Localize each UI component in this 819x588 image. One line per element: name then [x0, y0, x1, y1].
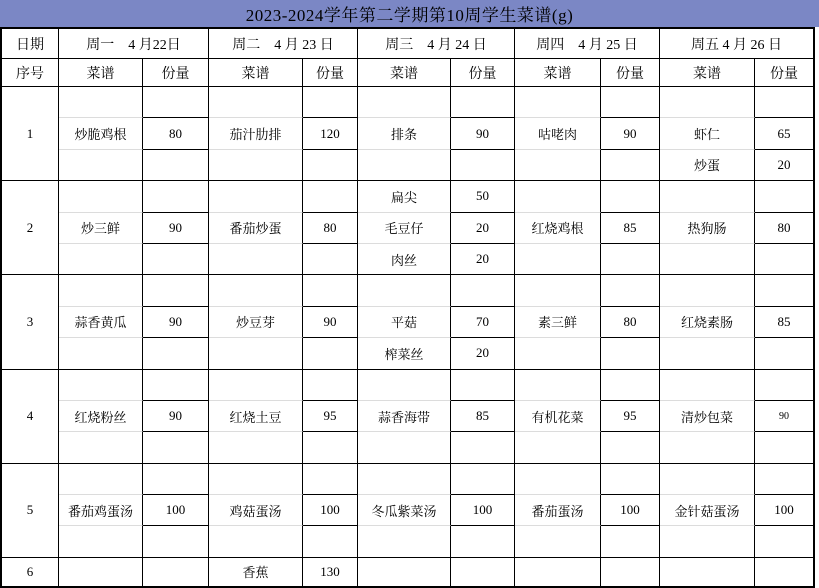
menu-cell	[660, 432, 755, 463]
qty-cell: 95	[303, 401, 358, 432]
qty-cell	[143, 275, 209, 306]
qty-cell: 85	[755, 307, 813, 338]
menu-cell: 茄汁肋排	[209, 118, 303, 149]
menu-cell: 红烧土豆	[209, 401, 303, 432]
day-header-cell: 周二 4 月 23 日	[209, 29, 358, 59]
qty-cell	[303, 275, 358, 306]
qty-cell	[143, 370, 209, 401]
menu-cell: 平菇	[358, 307, 451, 338]
qty-cell: 50	[451, 181, 515, 212]
qty-cell	[601, 432, 660, 463]
menu-cell: 炒豆芽	[209, 307, 303, 338]
menu-cell	[660, 370, 755, 401]
menu-cell	[59, 181, 143, 212]
qty-cell	[451, 526, 515, 557]
menu-cell	[515, 244, 601, 275]
menu-cell	[358, 275, 451, 306]
qty-cell	[303, 181, 358, 212]
menu-cell: 炒三鲜	[59, 213, 143, 244]
menu-col-header-cell: 菜谱	[660, 59, 755, 87]
qty-cell	[601, 526, 660, 557]
menu-cell: 有机花菜	[515, 401, 601, 432]
menu-cell: 红烧素肠	[660, 307, 755, 338]
menu-cell	[59, 87, 143, 118]
menu-cell	[358, 558, 451, 586]
menu-cell	[515, 338, 601, 369]
qty-cell	[303, 338, 358, 369]
qty-cell: 20	[451, 338, 515, 369]
qty-col-header-cell: 份量	[143, 59, 209, 87]
menu-cell	[515, 432, 601, 463]
day-header-cell: 周四 4 月 25 日	[515, 29, 660, 59]
menu-cell	[660, 338, 755, 369]
qty-cell: 90	[755, 401, 813, 432]
menu-col-header-cell: 菜谱	[358, 59, 451, 87]
menu-cell: 扁尖	[358, 181, 451, 212]
row-index-cell: 2	[2, 181, 59, 275]
qty-cell: 20	[451, 244, 515, 275]
row-index-cell: 3	[2, 275, 59, 369]
qty-cell: 100	[303, 495, 358, 526]
menu-cell	[209, 244, 303, 275]
qty-cell	[755, 275, 813, 306]
qty-cell	[451, 432, 515, 463]
menu-cell: 金针菇蛋汤	[660, 495, 755, 526]
menu-cell	[660, 558, 755, 586]
qty-cell	[143, 432, 209, 463]
qty-cell: 90	[143, 401, 209, 432]
qty-cell	[451, 275, 515, 306]
menu-cell	[59, 526, 143, 557]
menu-cell	[660, 464, 755, 495]
qty-cell	[601, 181, 660, 212]
menu-cell	[59, 150, 143, 181]
qty-cell	[303, 526, 358, 557]
qty-cell	[303, 244, 358, 275]
menu-cell	[358, 464, 451, 495]
menu-cell	[209, 181, 303, 212]
menu-cell: 毛豆仔	[358, 213, 451, 244]
qty-cell	[601, 150, 660, 181]
qty-cell	[303, 464, 358, 495]
menu-cell	[59, 432, 143, 463]
qty-cell	[451, 370, 515, 401]
menu-cell	[515, 464, 601, 495]
menu-cell	[358, 370, 451, 401]
menu-cell: 蒜香海带	[358, 401, 451, 432]
page-title: 2023-2024学年第二学期第10周学生菜谱(g)	[0, 0, 819, 27]
menu-cell	[358, 526, 451, 557]
menu-cell: 咕咾肉	[515, 118, 601, 149]
qty-cell	[451, 558, 515, 586]
menu-cell	[515, 558, 601, 586]
menu-cell: 虾仁	[660, 118, 755, 149]
menu-cell	[358, 87, 451, 118]
qty-cell: 80	[143, 118, 209, 149]
qty-cell: 80	[755, 213, 813, 244]
qty-cell	[601, 244, 660, 275]
menu-cell: 素三鲜	[515, 307, 601, 338]
menu-cell	[209, 150, 303, 181]
qty-cell	[755, 181, 813, 212]
qty-cell: 85	[601, 213, 660, 244]
row-index-cell: 1	[2, 87, 59, 181]
menu-cell	[59, 464, 143, 495]
row-index-cell: 6	[2, 558, 59, 586]
qty-cell	[143, 87, 209, 118]
menu-cell	[59, 275, 143, 306]
qty-cell	[755, 370, 813, 401]
qty-cell	[143, 464, 209, 495]
qty-cell: 100	[601, 495, 660, 526]
qty-cell: 90	[601, 118, 660, 149]
day-header-cell: 周五 4 月 26 日	[660, 29, 813, 59]
qty-cell: 80	[601, 307, 660, 338]
qty-cell	[601, 464, 660, 495]
menu-col-header-cell: 菜谱	[209, 59, 303, 87]
qty-col-header-cell: 份量	[755, 59, 813, 87]
menu-cell: 排条	[358, 118, 451, 149]
menu-cell	[209, 87, 303, 118]
qty-cell	[755, 526, 813, 557]
qty-cell	[451, 150, 515, 181]
qty-cell	[143, 526, 209, 557]
qty-cell: 90	[143, 307, 209, 338]
qty-cell: 90	[451, 118, 515, 149]
qty-col-header-cell: 份量	[451, 59, 515, 87]
qty-cell	[755, 244, 813, 275]
qty-cell	[143, 244, 209, 275]
menu-cell	[59, 370, 143, 401]
menu-cell: 鸡菇蛋汤	[209, 495, 303, 526]
menu-cell	[515, 370, 601, 401]
menu-cell	[209, 464, 303, 495]
qty-cell	[303, 87, 358, 118]
menu-cell	[515, 275, 601, 306]
qty-cell: 70	[451, 307, 515, 338]
qty-col-header-cell: 份量	[303, 59, 358, 87]
qty-cell	[601, 338, 660, 369]
qty-cell	[601, 275, 660, 306]
qty-cell: 65	[755, 118, 813, 149]
menu-cell: 蒜香黄瓜	[59, 307, 143, 338]
date-header-cell: 日期	[2, 29, 59, 59]
menu-cell	[660, 87, 755, 118]
index-header-cell: 序号	[2, 59, 59, 87]
menu-cell: 番茄炒蛋	[209, 213, 303, 244]
menu-cell	[358, 150, 451, 181]
qty-cell	[755, 87, 813, 118]
qty-cell	[451, 87, 515, 118]
qty-cell: 100	[143, 495, 209, 526]
menu-cell	[660, 244, 755, 275]
menu-cell	[59, 244, 143, 275]
menu-cell: 番茄鸡蛋汤	[59, 495, 143, 526]
menu-cell	[660, 275, 755, 306]
qty-cell: 85	[451, 401, 515, 432]
qty-cell	[601, 558, 660, 586]
menu-cell: 炒脆鸡根	[59, 118, 143, 149]
qty-cell: 130	[303, 558, 358, 586]
row-index-cell: 4	[2, 370, 59, 464]
day-header-cell: 周一 4 月22日	[59, 29, 209, 59]
qty-cell: 100	[451, 495, 515, 526]
qty-cell	[755, 432, 813, 463]
menu-cell: 红烧粉丝	[59, 401, 143, 432]
qty-cell	[143, 150, 209, 181]
qty-cell	[303, 150, 358, 181]
menu-cell	[209, 526, 303, 557]
qty-cell	[755, 338, 813, 369]
menu-cell	[515, 181, 601, 212]
menu-cell: 冬瓜紫菜汤	[358, 495, 451, 526]
menu-cell	[209, 432, 303, 463]
menu-cell	[59, 338, 143, 369]
menu-cell	[209, 275, 303, 306]
qty-cell	[143, 338, 209, 369]
menu-cell	[660, 526, 755, 557]
qty-cell: 100	[755, 495, 813, 526]
qty-cell: 20	[451, 213, 515, 244]
menu-cell: 香蕉	[209, 558, 303, 586]
qty-cell	[755, 558, 813, 586]
menu-cell: 炒蛋	[660, 150, 755, 181]
menu-cell: 清炒包菜	[660, 401, 755, 432]
qty-cell: 90	[143, 213, 209, 244]
qty-cell: 20	[755, 150, 813, 181]
menu-cell	[660, 181, 755, 212]
qty-cell	[451, 464, 515, 495]
qty-cell	[303, 432, 358, 463]
qty-col-header-cell: 份量	[601, 59, 660, 87]
menu-cell: 热狗肠	[660, 213, 755, 244]
menu-cell: 肉丝	[358, 244, 451, 275]
menu-cell	[209, 338, 303, 369]
qty-cell	[303, 370, 358, 401]
menu-cell: 红烧鸡根	[515, 213, 601, 244]
qty-cell	[601, 370, 660, 401]
qty-cell: 80	[303, 213, 358, 244]
qty-cell: 90	[303, 307, 358, 338]
qty-cell	[755, 464, 813, 495]
menu-cell	[59, 558, 143, 586]
menu-cell	[209, 370, 303, 401]
qty-cell	[601, 87, 660, 118]
day-header-cell: 周三 4 月 24 日	[358, 29, 515, 59]
row-index-cell: 5	[2, 464, 59, 558]
menu-grid	[0, 27, 815, 588]
menu-cell	[515, 150, 601, 181]
menu-col-header-cell: 菜谱	[59, 59, 143, 87]
menu-cell: 榨菜丝	[358, 338, 451, 369]
menu-cell	[515, 87, 601, 118]
qty-cell	[143, 181, 209, 212]
menu-col-header-cell: 菜谱	[515, 59, 601, 87]
menu-cell: 番茄蛋汤	[515, 495, 601, 526]
menu-cell	[358, 432, 451, 463]
menu-cell	[515, 526, 601, 557]
qty-cell	[143, 558, 209, 586]
qty-cell: 95	[601, 401, 660, 432]
qty-cell: 120	[303, 118, 358, 149]
